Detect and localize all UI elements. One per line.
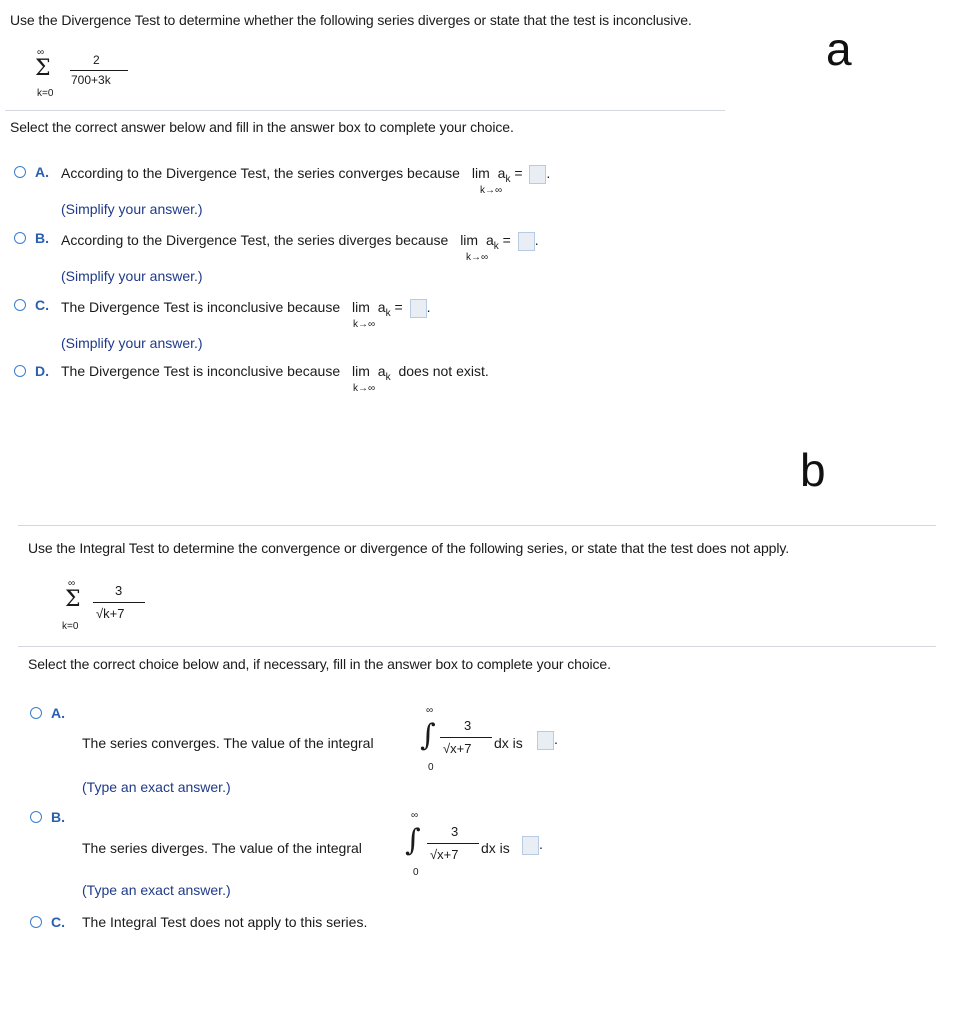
option-letter: C. [51, 914, 65, 930]
answer-box-c[interactable] [410, 299, 427, 318]
option-a-text [61, 165, 550, 184]
answer-box-wrapper [519, 836, 543, 855]
option-letter: C. [35, 297, 49, 313]
part-a-select-prompt: Select the correct answer below and fill in the answer box to complete your choice. [10, 119, 514, 135]
option-letter: A. [35, 164, 49, 180]
radio-a-option-c[interactable] [14, 299, 26, 311]
period: . [554, 731, 558, 748]
k-subscript: k [385, 372, 391, 383]
k-subscript: k [493, 241, 499, 253]
option-d-text [61, 363, 489, 383]
integral-upper-limit: ∞ [426, 705, 434, 716]
option-letter: B. [51, 809, 65, 825]
period: . [426, 299, 431, 316]
option-text: The series diverges. The value of the integral [82, 840, 362, 856]
radio-a-option-a[interactable] [14, 166, 26, 178]
fraction-bar [427, 843, 479, 844]
option-text: The Divergence Test is inconclusive because [61, 299, 341, 316]
answer-box-b-a[interactable] [537, 731, 554, 750]
option-text: The series converges. The value of the integral [82, 735, 374, 751]
label-a: a [826, 23, 852, 75]
fraction-numerator: 3 [464, 718, 472, 733]
a-symbol: a [377, 299, 386, 316]
radio-b-option-b[interactable] [30, 811, 42, 823]
fraction-bar [93, 602, 145, 603]
fraction-denominator: √k+7 [96, 606, 125, 621]
equals-sign: = [514, 165, 523, 182]
lim-subscript: k→∞ [353, 383, 376, 394]
sum-lower-limit: k=0 [62, 621, 79, 632]
option-letter: B. [35, 230, 49, 246]
period: . [534, 232, 539, 249]
integral-sign: ∫ [405, 823, 421, 858]
equals-sign: = [502, 232, 511, 249]
fraction-numerator: 3 [115, 583, 123, 598]
lim-subscript: k→∞ [466, 252, 489, 263]
sigma-symbol: Σ [35, 56, 51, 81]
fraction-numerator: 3 [451, 824, 459, 839]
option-c-text [61, 299, 430, 318]
radio-a-option-d[interactable] [14, 365, 26, 377]
a-symbol: a [485, 232, 494, 249]
answer-box-a[interactable] [529, 165, 546, 184]
does-not-exist-text: does not exist. [398, 363, 489, 379]
lim-label: lim [352, 299, 370, 316]
fraction-bar [440, 737, 492, 738]
answer-box-wrapper [534, 731, 558, 750]
sum-upper-limit: ∞ [68, 578, 76, 589]
hint-text: (Type an exact answer.) [82, 882, 231, 898]
option-text: According to the Divergence Test, the series converges because [61, 165, 460, 182]
lim-label: lim [460, 232, 479, 249]
period: . [539, 836, 543, 853]
hint-text: (Simplify your answer.) [61, 335, 203, 351]
label-b: b [800, 444, 826, 496]
hint-text: (Type an exact answer.) [82, 779, 231, 795]
a-symbol: a [377, 363, 386, 379]
option-text: The Divergence Test is inconclusive because [61, 363, 341, 379]
part-a-instruction: Use the Divergence Test to determine whether the following series diverges or state that the test is inconclusive. [10, 12, 692, 28]
sum-lower-limit: k=0 [37, 88, 54, 99]
integral-sign: ∫ [420, 718, 436, 753]
hint-text: (Simplify your answer.) [61, 268, 203, 284]
sum-upper-limit: ∞ [37, 47, 45, 58]
equals-sign: = [394, 299, 403, 316]
radio-a-option-b[interactable] [14, 232, 26, 244]
a-symbol: a [497, 165, 506, 182]
sigma-symbol: Σ [65, 587, 81, 612]
answer-box-b-b[interactable] [522, 836, 539, 855]
integral-upper-limit: ∞ [411, 810, 419, 821]
option-b-text [61, 232, 539, 251]
divider [5, 110, 725, 111]
k-subscript: k [385, 308, 391, 320]
part-b-instruction: Use the Integral Test to determine the convergence or divergence of the following series, or state that the test does not apply. [28, 540, 790, 556]
answer-box-b[interactable] [518, 232, 535, 251]
lim-subscript: k→∞ [353, 319, 376, 330]
radio-b-option-a[interactable] [30, 707, 42, 719]
dx-is-text: dx is [481, 840, 510, 856]
lim-label: lim [471, 165, 490, 182]
fraction-numerator: 2 [93, 53, 100, 67]
divider [18, 646, 936, 647]
integral-lower-limit: 0 [413, 867, 419, 878]
hint-text: (Simplify your answer.) [61, 201, 203, 217]
part-b-select-prompt: Select the correct choice below and, if necessary, fill in the answer box to complete your choice. [28, 656, 611, 672]
fraction-bar [70, 70, 128, 71]
fraction-denominator: 700+3k [71, 73, 111, 87]
option-text: According to the Divergence Test, the series diverges because [61, 232, 449, 249]
fraction-denominator: √x+7 [430, 847, 459, 862]
option-text: The Integral Test does not apply to this series. [82, 914, 368, 930]
option-letter: A. [51, 705, 65, 721]
k-subscript: k [505, 174, 511, 186]
divider [18, 525, 936, 526]
period: . [546, 165, 551, 182]
fraction-denominator: √x+7 [443, 741, 472, 756]
radio-b-option-c[interactable] [30, 916, 42, 928]
lim-subscript: k→∞ [480, 185, 503, 196]
option-letter: D. [35, 363, 49, 379]
dx-is-text: dx is [494, 735, 523, 751]
integral-lower-limit: 0 [428, 762, 434, 773]
lim-label: lim [352, 363, 370, 379]
